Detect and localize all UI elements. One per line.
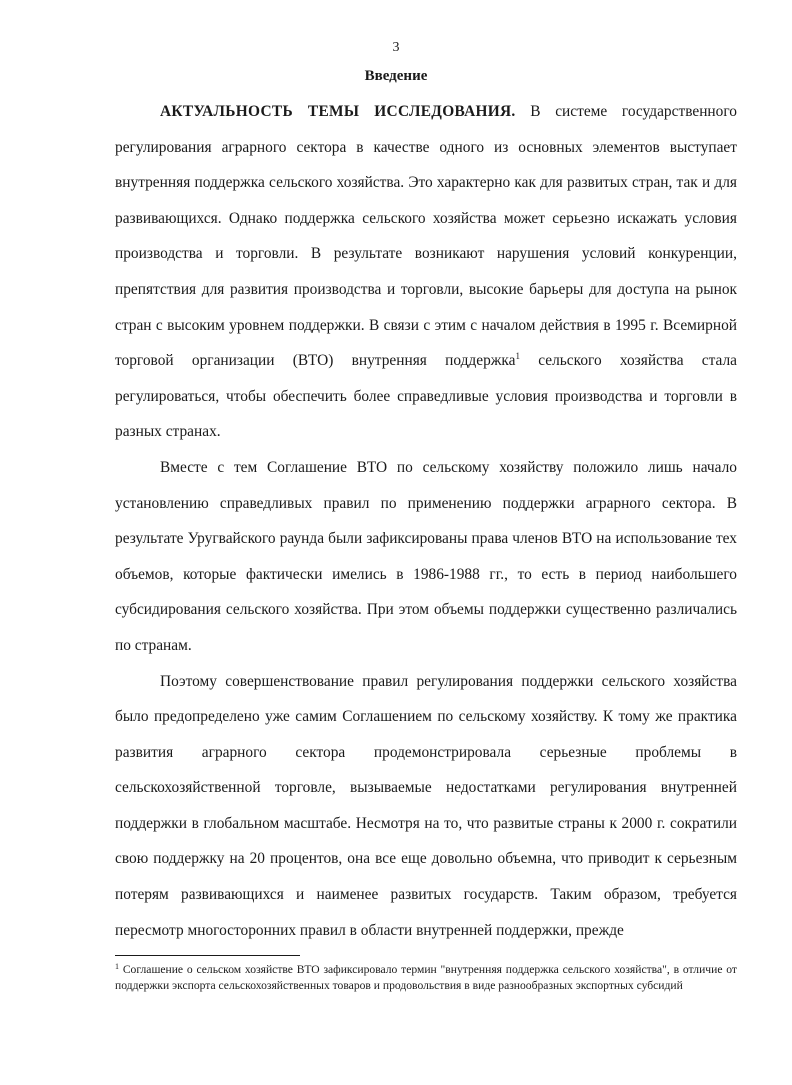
footnote-text: Соглашение о сельском хозяйстве ВТО зафиксировало термин "внутренняя поддержка сельского хозяйства", в отличие от поддержки экспорта сельскохозяйственных товаров и продовольствия в виде разнообразных экспортных субсидий: [115, 963, 737, 992]
paragraph-3: Поэтому совершенствование правил регулирования поддержки сельского хозяйства было предопределено уже самим Соглашением по сельскому хозяйству. К тому же практика развития аграрного сектора продемонстрировала серьезные проблемы в сельскохозяйственной торговле, вызываемые недостатками регулирования внутренней поддержки в глобальном масштабе. Несмотря на то, что развитые страны к 2000 г. сократили свою поддержку на 20 процентов, она все еще довольно объемна, что приводит к серьезным потерям развивающихся и наименее развитых государств. Таким образом, требуется пересмотр многосторонних правил в области внутренней поддержки, прежде: [115, 672, 737, 939]
body-text: [115, 94, 737, 948]
section-heading: Введение: [364, 68, 428, 84]
paragraph-2: Вместе с тем Соглашение ВТО по сельскому хозяйству положило лишь начало установлению справедливых правил по применению поддержки аграрного сектора. В результате Уругвайского раунда были зафиксированы права членов ВТО на использование тех объемов, которые фактически имелись в 1986-1988 гг., то есть в период наибольшего субсидирования сельского хозяйства. При этом объемы поддержки существенно различались по странам.: [115, 458, 737, 654]
paragraph-1: [115, 94, 737, 450]
paragraph-1-text: В системе государственного регулирования аграрного сектора в качестве одного из основных элементов выступает внутренняя поддержка сельского хозяйства. Это характерно как для развитых стран, так и для развивающихся. Однако поддержка сельского хозяйства может серьезно искажать условия производства и торговли. В результате возникают нарушения условий конкуренции, препятствия для развития производства и торговли, высокие барьеры для доступа на рынок стран с высоким уровнем поддержки. В связи с этим с началом действия в 1995 г. Всемирной торговой организации (ВТО) внутренняя поддержка: [115, 103, 737, 370]
topic-relevance-lead: АКТУАЛЬНОСТЬ ТЕМЫ ИССЛЕДОВАНИЯ.: [160, 103, 516, 120]
footnote-divider: [115, 955, 300, 956]
footnote-reference: 1: [515, 351, 520, 362]
footnote-mark: 1: [115, 962, 119, 971]
footnote: [115, 962, 737, 993]
paragraph-1-continuation: сельского хозяйства стала регулироваться, чтобы обеспечить более справедливые условия производства и торговли в разных странах.: [115, 352, 737, 441]
page-number: 3: [392, 40, 400, 55]
